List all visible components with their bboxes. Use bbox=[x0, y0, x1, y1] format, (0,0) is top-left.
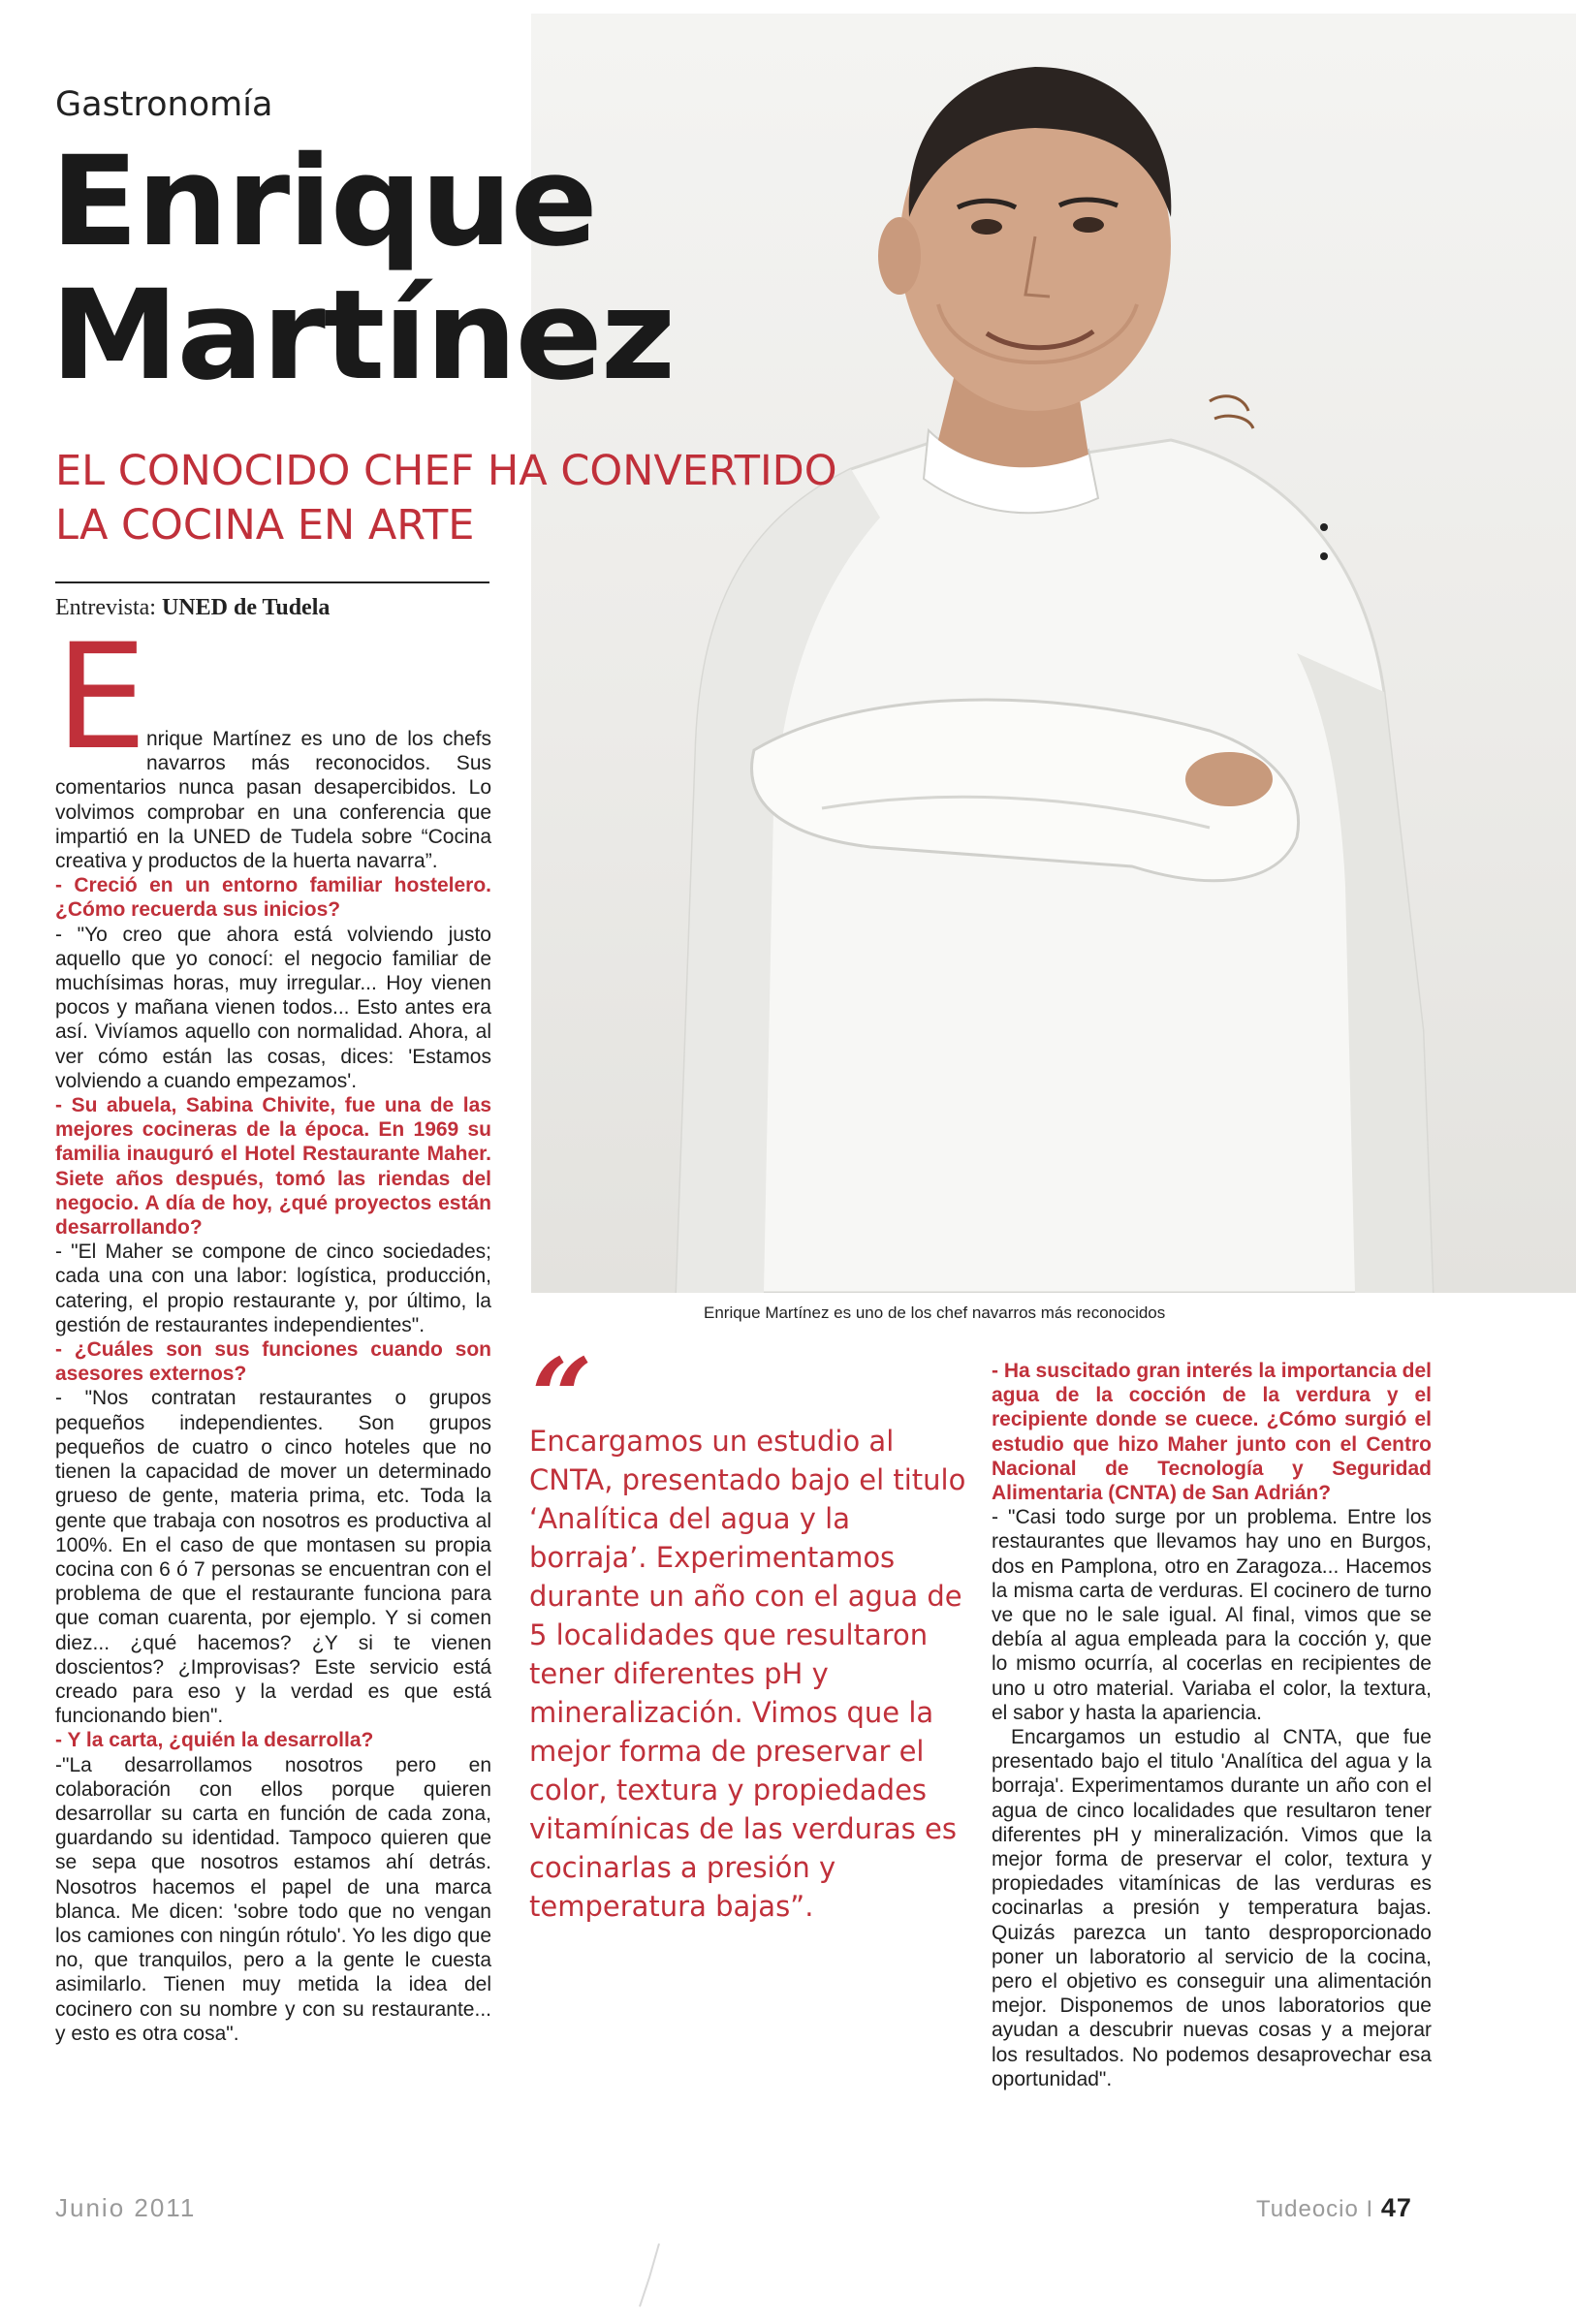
page-number: 47 bbox=[1380, 2193, 1412, 2222]
article-subtitle bbox=[55, 444, 928, 552]
drop-cap: E bbox=[55, 613, 147, 782]
folio bbox=[1256, 2193, 1412, 2223]
byline-label: Entrevista: bbox=[55, 595, 156, 620]
answer-4: -"La desarrollamos nosotros pero en colaboración con ellos porque quieren desarrollar su carta en función de cada zona, guardando su identidad. Tampoco quieren que se sepa que nosotros estamos ahí detrás. Nosotros hacemos el papel de una marca blanca. Me dicen: 'sobre todo que no vengan los camiones con ningún rótulo'. Yo les digo que no, que tranquilos, pero a la gente le cuesta asimilarlo. Tienen muy metida la idea del cocinero con su nombre y con su restaurante... y esto es otra cosa". bbox=[55, 1753, 491, 2045]
column-1 bbox=[55, 613, 491, 2046]
magazine-name: Tudeocio bbox=[1256, 2196, 1359, 2222]
answer-5: - "Casi todo surge por un problema. Entre los restaurantes que llevamos hay uno en Burgos, dos en Pamplona, otro en Zaragoza... Hacemos la misma carta de verduras. El cocinero de turno ve que no le sale igual. Al final, vimos que se debía al agua empleada para la cocción y, que lo mismo ocurría, al cocerlas en recipientes de uno u otro material. Variaba el color, la textura, el sabor y hasta la apariencia. bbox=[992, 1506, 1432, 1724]
question-5: - Ha suscitado gran interés la importancia del agua de la cocción de la verdura y el recipiente donde se cuece. ¿Cómo surgió el estudio que hizo Maher junto con el Centro Nacional de Tecnología y Seguridad Alimentaria (CNTA) de San Adrián? bbox=[992, 1360, 1432, 1505]
answer-5-continued: Encargamos un estudio al CNTA, que fue presentado bajo el titulo 'Analítica del agua y la borraja'. Experimentamos durante un año con el agua de cinco localidades que resultaron tener diferentes pH y mineralización. Vimos que la mejor forma de preservar el color, textura y propiedades vitamínicas de las verduras es cocinarlas a presión y temperatura bajas. Quizás parezca un tanto desproporcionado poner un laboratorio al servicio de la cocina, pero el objetivo es conseguir una alimentación mejor. Disponemos de unos laboratorios que ayudan a descubrir nuevas cosas y a mejorar los resultados. No podemos desaprovechar esa oportunidad". bbox=[992, 1726, 1432, 2090]
column-3 bbox=[992, 1359, 1432, 2091]
article-title-line2: Martínez bbox=[50, 264, 675, 408]
answer-2: - "El Maher se compone de cinco sociedades; cada una con una labor: logística, producción, catering, el propio restaurante y, por último, la gestión de restaurantes independientes". bbox=[55, 1241, 491, 1336]
subtitle-line2: LA COCINA EN ARTE bbox=[55, 501, 475, 550]
divider bbox=[55, 581, 489, 583]
question-1: - Creció en un entorno familiar hostelero. ¿Cómo recuerda sus inicios? bbox=[55, 874, 491, 922]
photo-caption: Enrique Martínez es uno de los chef navarros más reconocidos bbox=[704, 1303, 1166, 1322]
quote-mark-icon: “ bbox=[531, 1335, 593, 1460]
subtitle-line1: EL CONOCIDO CHEF HA CONVERTIDO bbox=[55, 447, 837, 495]
answer-1: - "Yo creo que ahora está volviendo justo aquello que yo conocí: el negocio familiar de muchísimas horas, muy irregular... Hoy vienen pocos y mañana vienen todos... Esto antes era así. Vivíamos aquello con normalidad. Ahora, al ver cómo están las cosas, dices: 'Estamos volviendo a cuando empezamos'. bbox=[55, 923, 491, 1092]
question-2: - Su abuela, Sabina Chivite, fue una de las mejores cocineras de la época. En 1969 su familia inauguró el Hotel Restaurante Maher. Siete años después, tomó las riendas del negocio. A día de hoy, ¿qué proyectos están desarrollando? bbox=[55, 1094, 491, 1240]
folio-separator: I bbox=[1366, 2196, 1374, 2222]
question-4: - Y la carta, ¿quién la desarrolla? bbox=[55, 1729, 374, 1752]
question-3: - ¿Cuáles son sus funciones cuando son asesores externos? bbox=[55, 1338, 491, 1386]
issue-date: Junio 2011 bbox=[55, 2193, 197, 2222]
intro-paragraph: nrique Martínez es uno de los chefs navarros más reconocidos. Sus comentarios nunca pasan desapercibidos. Lo volvimos comprobar en una conferencia que impartió en la UNED de Tudela sobre “Cocina creativa y productos de la huerta navarra”. bbox=[55, 728, 491, 873]
section-label: Gastronomía bbox=[55, 85, 273, 124]
article-title-line1: Enrique bbox=[50, 130, 596, 274]
pull-quote: Encargamos un estudio al CNTA, presentado bajo el titulo ‘Analítica del agua y la borraja’. Experimentamos durante un año con el agua de 5 localidades que resultaron tener diferentes pH y mineralización. Vimos que la mejor forma de preservar el color, textura y propiedades vitamínicas de las verduras es cocinarlas a presión y temperatura bajas”. bbox=[529, 1425, 966, 1923]
byline-author: UNED de Tudela bbox=[161, 595, 331, 620]
answer-3: - "Nos contratan restaurantes o grupos pequeños independientes. Son grupos pequeños de cuatro o cinco hoteles que no tienen la capacidad de mover un determinado grueso de gente, materia prima, etc. Toda la gente que trabaja con nosotros es productiva al 100%. En el caso de que montasen su propia cocina con 6 ó 7 personas se encuentran con el problema de que el restaurante funciona para que coman cuarenta, por ejemplo. Y si comen diez... ¿qué hacemos? ¿Y si te vienen doscientos? ¿Improvisas? Este servicio está creado para eso y la verdad es que está funcionando bien". bbox=[55, 1387, 491, 1728]
scan-mark bbox=[620, 2239, 688, 2316]
